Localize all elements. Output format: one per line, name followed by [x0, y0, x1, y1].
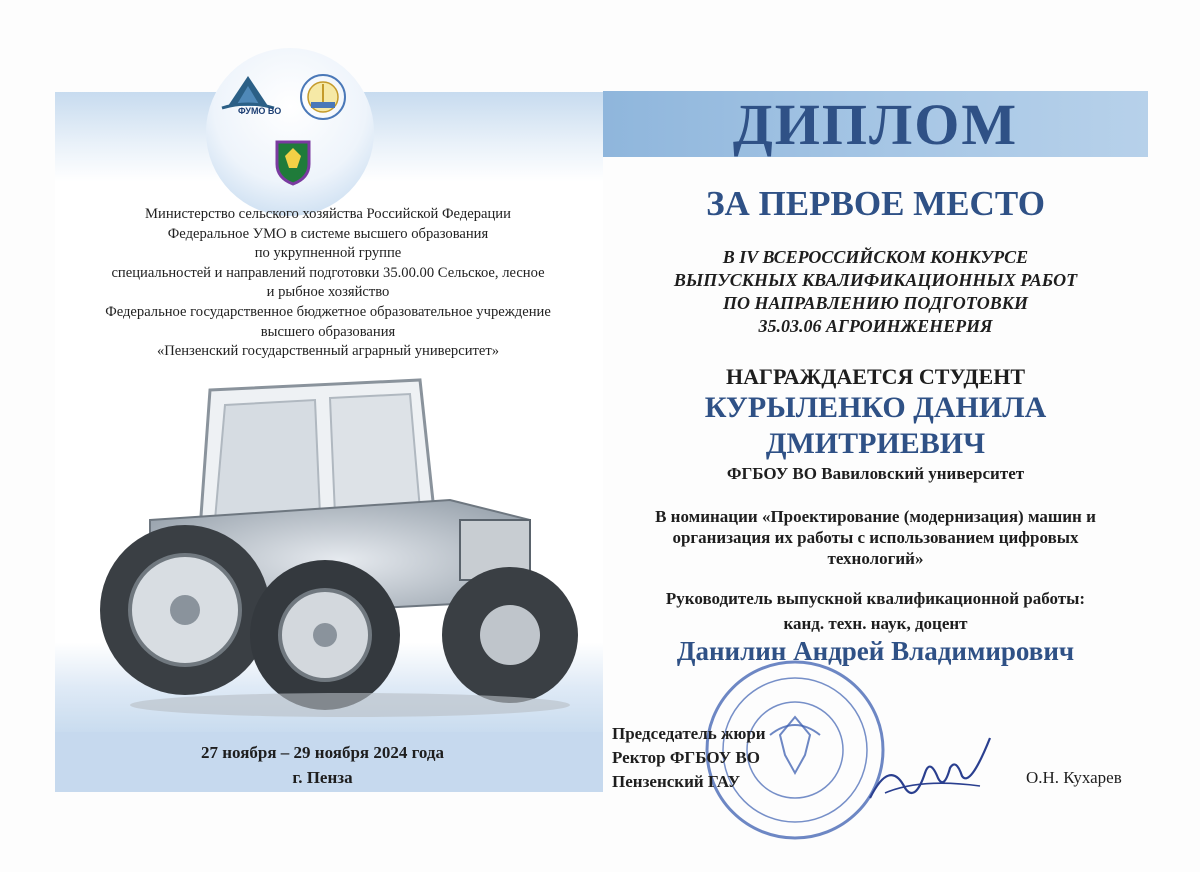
organizer-text: [60, 205, 596, 362]
contest-line: ВЫПУСКНЫХ КВАЛИФИКАЦИОННЫХ РАБОТ: [673, 270, 1078, 290]
student-university: ФГБОУ ВО Вавиловский университет: [726, 464, 1025, 483]
leader-degree: канд. техн. наук, доцент: [783, 614, 968, 633]
event-city: г. Пенза: [292, 768, 353, 787]
organizer-line: Министерство сельского хозяйства Российской Федерации: [145, 206, 511, 222]
handwritten-signature: [860, 718, 1000, 813]
diploma-subtitle: ЗА ПЕРВОЕ МЕСТО: [706, 184, 1045, 223]
event-date-range: 27 ноября – 29 ноября 2024 года: [200, 743, 445, 762]
contest-description: [603, 246, 1148, 338]
signer-name: О.Н. Кухарев: [1026, 768, 1122, 787]
nomination: [603, 506, 1148, 569]
organizer-line: и рыбное хозяйство: [266, 284, 390, 301]
contest-line: ПО НАПРАВЛЕНИЮ ПОДГОТОВКИ: [722, 293, 1029, 313]
leader-label: Руководитель выпускной квалификационной работы:: [665, 589, 1086, 608]
nomination-line: технологий»: [827, 549, 924, 568]
organizer-line: Федеральное УМО в системе высшего образования: [167, 225, 489, 242]
chair-line: Председатель жюри: [612, 724, 766, 743]
organizer-line: специальностей и направлений подготовки 35.00.00 Сельское, лесное: [111, 264, 545, 281]
nomination-line: организация их работы с использованием цифровых: [672, 528, 1079, 547]
university-emblem-logo: [294, 72, 352, 122]
event-dates: [150, 740, 495, 790]
organizer-line: Федеральное государственное бюджетное образовательное учреждение: [105, 303, 551, 320]
organizer-line: по укрупненной группе: [254, 245, 402, 262]
tractor-illustration: [90, 370, 580, 720]
student-name-line: ДМИТРИЕВИЧ: [765, 427, 986, 460]
student-name: [603, 390, 1148, 462]
student-name-line: КУРЫЛЕНКО ДАНИЛА: [704, 391, 1047, 424]
chair-line: Ректор ФГБОУ ВО: [612, 748, 760, 767]
nomination-line: В номинации «Проектирование (модернизация) машин и: [655, 507, 1096, 526]
organizer-line: «Пензенский государственный аграрный университет»: [156, 343, 500, 360]
jury-chair: [612, 722, 766, 794]
diploma-title: ДИПЛОМ: [732, 92, 1019, 157]
contest-line: В IV ВСЕРОССИЙСКОМ КОНКУРСЕ: [722, 247, 1029, 267]
fumo-logo-text: ФУМО ВО: [238, 106, 282, 116]
awarded-label: НАГРАЖДАЕТСЯ СТУДЕНТ: [726, 364, 1025, 389]
leader-block: [603, 586, 1148, 636]
organizer-line: высшего образования: [260, 323, 396, 340]
chair-line: Пензенский ГАУ: [612, 772, 741, 791]
leader-name: Данилин Андрей Владимирович: [676, 636, 1075, 666]
shield-emblem-logo: [273, 138, 313, 186]
contest-line: 35.03.06 АГРОИНЖЕНЕРИЯ: [758, 316, 993, 336]
